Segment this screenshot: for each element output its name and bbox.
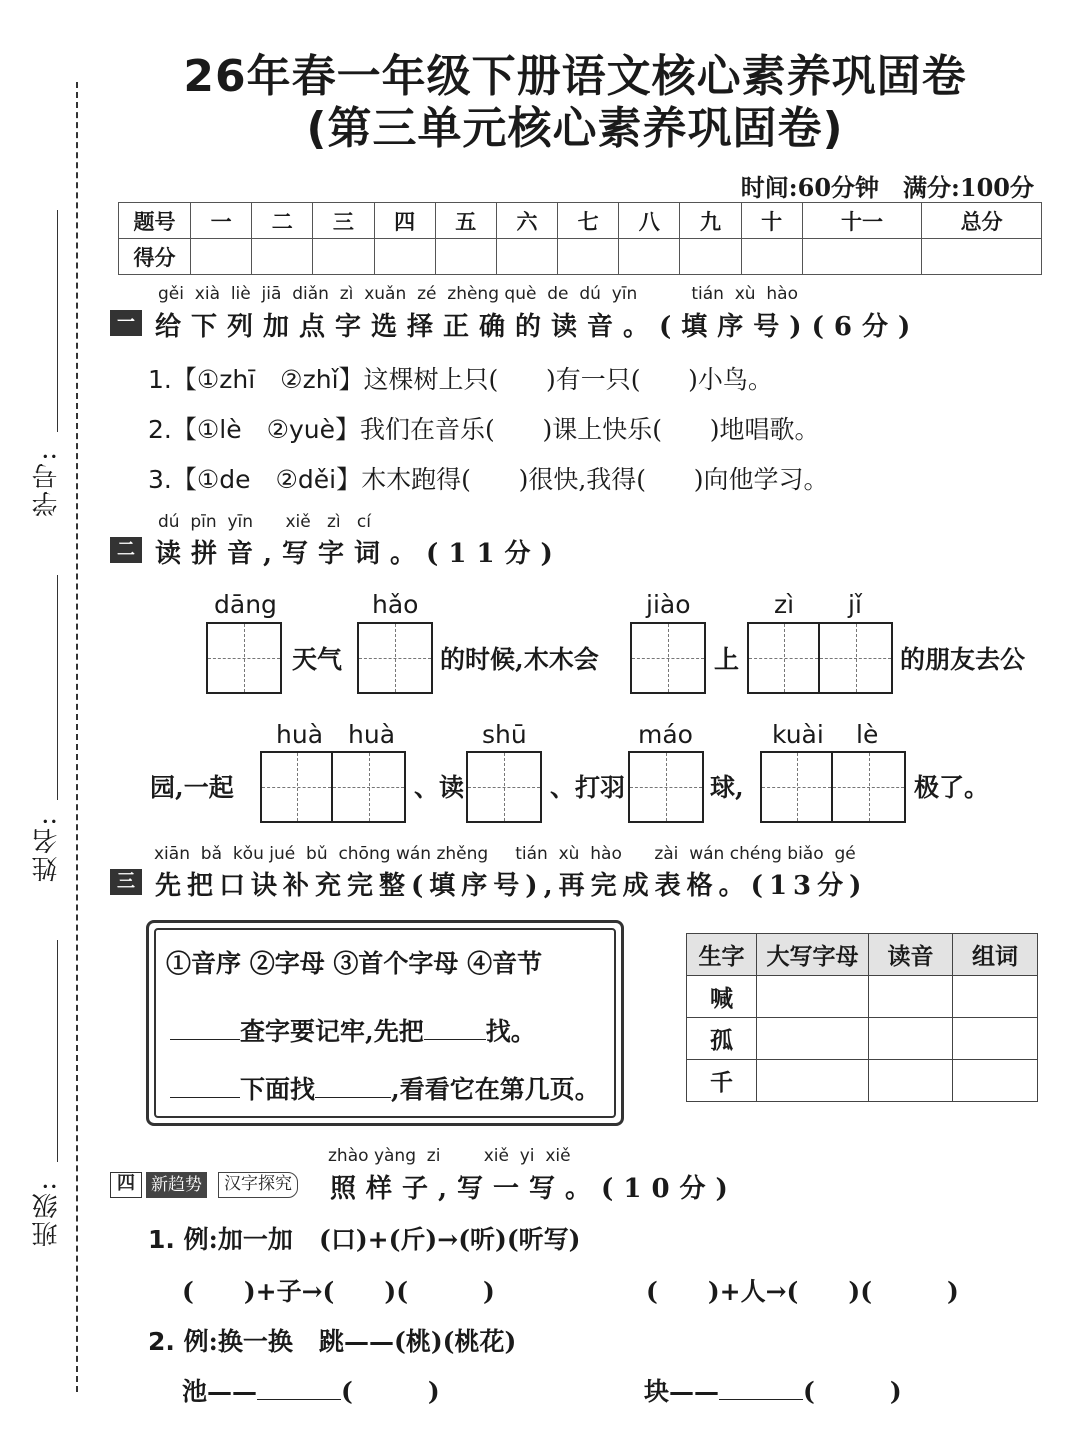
table-header: 四	[374, 203, 435, 239]
mnemonic-options: ①音序 ②字母 ③首个字母 ④音节	[166, 949, 543, 978]
table-header: 六	[496, 203, 557, 239]
s4-q2-line-chi: 池—— ( )	[182, 1377, 440, 1406]
section3-title: 先把口诀补充完整(填序号),再完成表格。(13分)	[155, 871, 868, 901]
s4-q2-line-kuai: 块—— ( )	[644, 1377, 902, 1406]
s1-question-1: 1.【①zhī ②zhǐ】这棵树上只( )有一只( )小鸟。	[148, 365, 773, 394]
table-header: 题号	[119, 203, 191, 239]
answer-cell[interactable]	[757, 1018, 869, 1060]
score-table-header-row	[119, 203, 1042, 239]
answer-cell[interactable]	[953, 976, 1038, 1018]
answer-cell[interactable]	[757, 1060, 869, 1102]
score-table	[118, 202, 1042, 275]
write-grid[interactable]	[466, 751, 542, 823]
score-cell[interactable]	[558, 239, 619, 275]
score-cell[interactable]	[496, 239, 557, 275]
mnemonic-line-1: 查字要记牢,先把 找。	[170, 1012, 536, 1048]
table-header: 得分	[119, 239, 191, 275]
section4-title: 照样子,写一写。(10分)	[330, 1174, 738, 1204]
answer-blank[interactable]	[424, 1039, 486, 1040]
table-header: 生字	[687, 934, 757, 976]
text-du: 、读	[414, 773, 465, 802]
title-line-1: 26年春一年级下册语文核心素养巩固卷	[183, 51, 967, 102]
score-cell[interactable]	[374, 239, 435, 275]
char-cell: 千	[687, 1060, 757, 1102]
table-header: 读音	[869, 934, 953, 976]
score-cell[interactable]	[313, 239, 374, 275]
exam-meta: 时间:60分钟 满分:100分	[740, 173, 1034, 202]
score-cell[interactable]	[252, 239, 313, 275]
student-no-label: 学号:	[32, 450, 62, 517]
section4-pinyin: zhào yàng zi xiě yi xiě	[328, 1146, 571, 1166]
section3-badge: 三	[110, 869, 142, 895]
section2-badge: 二	[110, 537, 142, 563]
score-cell[interactable]	[922, 239, 1042, 275]
section4-badge: 四	[110, 1172, 142, 1198]
table-header: 五	[435, 203, 496, 239]
write-grid[interactable]	[630, 622, 706, 694]
text-da-yu: 、打羽	[550, 773, 626, 802]
student-no-line	[57, 210, 58, 432]
hanzi-explore-tag: 汉字探究	[218, 1172, 298, 1198]
mnemonic-line-2: 下面找 ,看看它在第几页。	[170, 1070, 600, 1106]
score-cell[interactable]	[741, 239, 802, 275]
s4-q1-blank-b[interactable]: ( )+人→( )( )	[646, 1277, 959, 1306]
s4-question-1: 1. 例:加一加 (口)+(斤)→(听)(听写)	[148, 1225, 581, 1254]
class-label: 班级:	[32, 1180, 62, 1247]
section1-title: 给下列加点字选择正确的读音。(填序号)(6分)	[155, 312, 921, 342]
section1-pinyin: gěi xià liè jiā diǎn zì xuǎn zé zhèng què de dú yīn tián xù hào	[158, 284, 798, 304]
score-cell[interactable]	[435, 239, 496, 275]
answer-blank[interactable]	[257, 1399, 341, 1400]
answer-blank[interactable]	[719, 1399, 803, 1400]
s1-question-3: 3.【①de ②děi】木木跑得( )很快,我得( )向他学习。	[148, 465, 829, 494]
table-header: 八	[619, 203, 680, 239]
pinyin-shu: shū	[482, 720, 527, 749]
table-header: 大写字母	[757, 934, 869, 976]
text-tianqi: 天气	[292, 645, 343, 674]
title-line-2: (第三单元核心素养巩固卷)	[306, 103, 844, 154]
section2-title: 读拼音,写字词。(11分)	[155, 539, 563, 569]
pinyin-le: lè	[856, 720, 879, 749]
s1-question-2: 2.【①lè ②yuè】我们在音乐( )课上快乐( )地唱歌。	[148, 415, 820, 444]
score-cell[interactable]	[191, 239, 252, 275]
write-grid[interactable]	[747, 622, 893, 694]
write-grid[interactable]	[760, 751, 906, 823]
section2-pinyin: dú pīn yīn xiě zì cí	[158, 512, 371, 532]
text-de-shihou: 的时候,木木会	[440, 645, 599, 674]
answer-blank[interactable]	[170, 1097, 240, 1098]
text-shang: 上	[714, 645, 740, 674]
pinyin-dang: dāng	[214, 590, 277, 619]
s4-question-2: 2. 例:换一换 跳——(桃)(桃花)	[148, 1327, 517, 1356]
answer-blank[interactable]	[315, 1097, 391, 1098]
table-header: 七	[558, 203, 619, 239]
table-header: 二	[252, 203, 313, 239]
text-de-pengyou: 的朋友去公	[900, 645, 1026, 674]
section3-pinyin: xiān bǎ kǒu jué bǔ chōng wán zhěng tián xù hào zài wán chéng biǎo gé	[154, 844, 856, 864]
answer-cell[interactable]	[953, 1018, 1038, 1060]
answer-cell[interactable]	[869, 1060, 953, 1102]
answer-cell[interactable]	[869, 1018, 953, 1060]
score-cell[interactable]	[680, 239, 741, 275]
text-qiu: 球,	[710, 773, 744, 802]
char-cell: 孤	[687, 1018, 757, 1060]
character-table	[686, 933, 1038, 1102]
class-line	[57, 940, 58, 1162]
answer-blank[interactable]	[170, 1039, 240, 1040]
pinyin-hao: hǎo	[372, 590, 419, 619]
write-grid[interactable]	[260, 751, 406, 823]
table-header: 九	[680, 203, 741, 239]
new-trend-tag: 新趋势	[146, 1172, 207, 1198]
write-grid[interactable]	[206, 622, 282, 694]
pinyin-hua1: huà	[276, 720, 324, 749]
binding-dashed-line	[76, 82, 78, 1392]
text-ji-le: 极了。	[914, 773, 990, 802]
answer-cell[interactable]	[869, 976, 953, 1018]
char-cell: 喊	[687, 976, 757, 1018]
name-line	[57, 575, 58, 800]
score-cell[interactable]	[802, 239, 922, 275]
pinyin-zi: zì	[774, 590, 795, 619]
table-header: 十一	[802, 203, 922, 239]
score-cell[interactable]	[619, 239, 680, 275]
table-header: 组词	[953, 934, 1038, 976]
pinyin-hua2: huà	[348, 720, 396, 749]
answer-cell[interactable]	[757, 976, 869, 1018]
write-grid[interactable]	[357, 622, 433, 694]
pinyin-kuai: kuài	[772, 720, 824, 749]
table-header: 十	[741, 203, 802, 239]
pinyin-mao: máo	[638, 720, 693, 749]
name-label: 姓名:	[32, 815, 62, 882]
section1-badge: 一	[110, 310, 142, 336]
table-header: 一	[191, 203, 252, 239]
write-grid[interactable]	[628, 751, 704, 823]
answer-cell[interactable]	[953, 1060, 1038, 1102]
table-header: 总分	[922, 203, 1042, 239]
text-yuan-yiqi: 园,一起	[150, 773, 234, 802]
pinyin-jiao: jiào	[646, 590, 691, 619]
s4-q1-blank-a[interactable]: ( )+子→( )( )	[182, 1277, 495, 1306]
table-header: 三	[313, 203, 374, 239]
pinyin-ji: jǐ	[848, 590, 862, 619]
score-table-score-row	[119, 239, 1042, 275]
